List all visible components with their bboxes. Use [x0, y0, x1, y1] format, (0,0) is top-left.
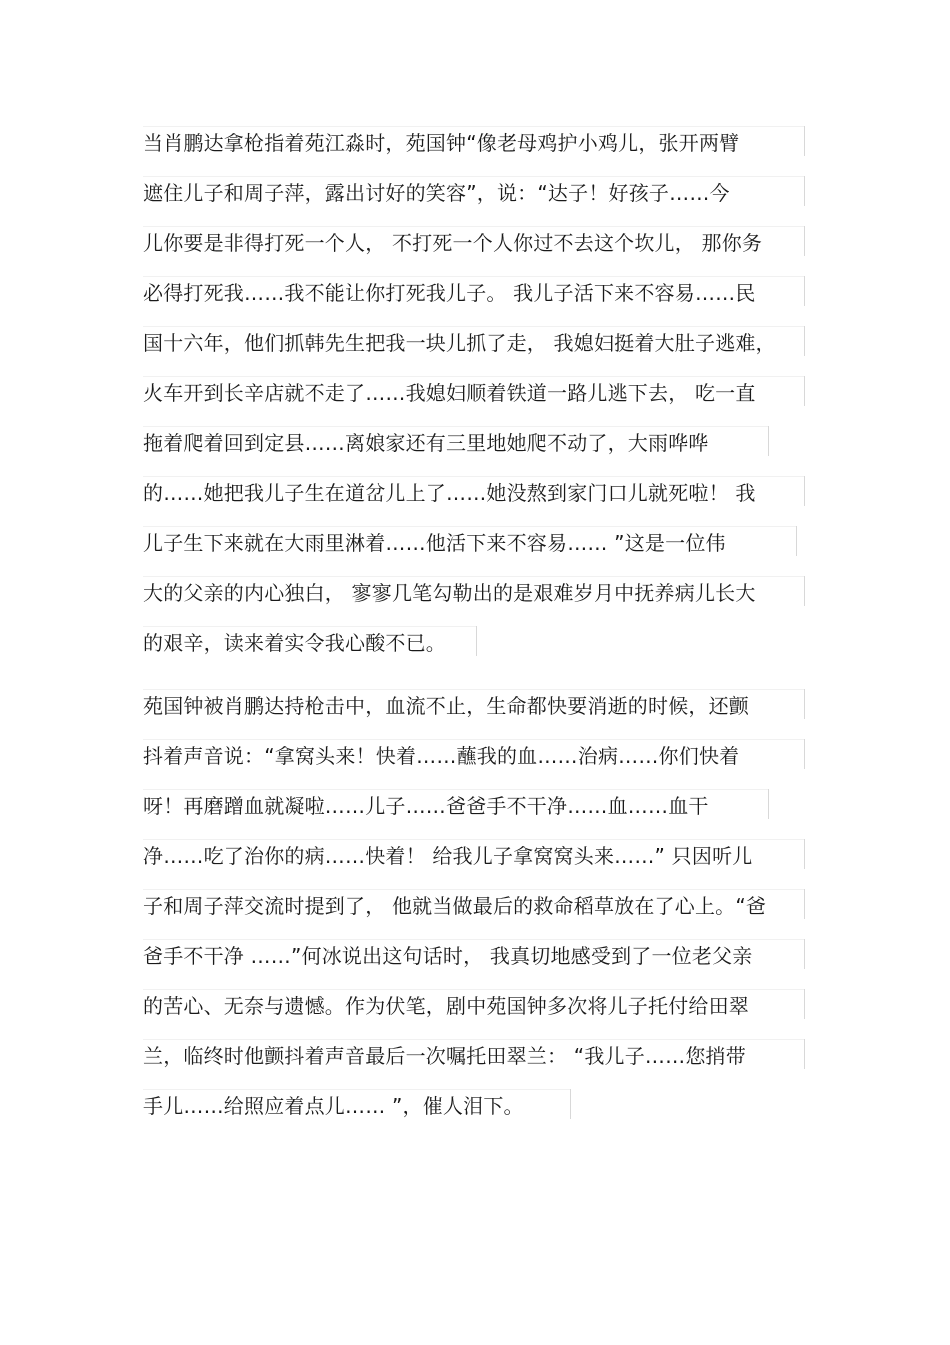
line-text: 儿子生下来就在大雨里淋着……他活下来不容易…… ”这是一位伟 — [143, 531, 726, 555]
line-text: 的……她把我儿子生在道岔儿上了……她没熬到家门口儿就死啦！ 我 — [143, 481, 756, 505]
line-text: 当肖鹏达拿枪指着苑江淼时，苑国钟“像老母鸡护小鸡儿，张开两臂 — [143, 131, 740, 155]
line-text: 必得打死我……我不能让你打死我儿子。 我儿子活下来不容易……民 — [143, 281, 756, 305]
text-line — [143, 991, 813, 1041]
text-line — [143, 128, 813, 178]
paragraph-1 — [143, 128, 813, 678]
text-line — [143, 428, 813, 478]
line-text: 手儿……给照应着点儿…… ”，催人泪下。 — [143, 1094, 524, 1118]
line-text: 兰，临终时他颤抖着声音最后一次嘱托田翠兰： “我儿子……您捎带 — [143, 1044, 746, 1068]
text-line — [143, 791, 813, 841]
text-line — [143, 528, 813, 578]
text-line — [143, 941, 813, 991]
text-line — [143, 478, 813, 528]
text-line — [143, 278, 813, 328]
text-line — [143, 691, 813, 741]
line-text: 的艰辛，读来着实令我心酸不已。 — [143, 631, 446, 655]
text-line — [143, 178, 813, 228]
line-text: 苑国钟被肖鹏达持枪击中，血流不止，生命都快要消逝的时候，还颤 — [143, 694, 749, 718]
text-line — [143, 891, 813, 941]
line-text: 儿你要是非得打死一个人， 不打死一个人你过不去这个坎儿， 那你务 — [143, 231, 763, 255]
text-line — [143, 741, 813, 791]
line-text: 呀！再磨蹭血就凝啦……儿子……爸爸手不干净……血……血干 — [143, 794, 709, 818]
text-line — [143, 578, 813, 628]
text-line — [143, 1041, 813, 1091]
paragraph-2 — [143, 691, 813, 1141]
line-text: 拖着爬着回到定县……离娘家还有三里地她爬不动了，大雨哗哗 — [143, 431, 709, 455]
line-text: 国十六年，他们抓韩先生把我一块儿抓了走， 我媳妇挺着大肚子逃难， — [143, 331, 776, 355]
line-text: 爸手不干净 ……”何冰说出这句话时， 我真切地感受到了一位老父亲 — [143, 944, 753, 968]
text-line — [143, 841, 813, 891]
text-line — [143, 1091, 813, 1141]
text-line — [143, 228, 813, 278]
text-line — [143, 628, 813, 678]
line-text: 子和周子萍交流时提到了， 他就当做最后的救命稻草放在了心上。“爸 — [143, 894, 767, 918]
line-text: 抖着声音说：“拿窝头来！快着……蘸我的血……治病……你们快着 — [143, 744, 740, 768]
text-line — [143, 378, 813, 428]
text-line — [143, 328, 813, 378]
line-text: 火车开到长辛店就不走了……我媳妇顺着铁道一路儿逃下去， 吃一直 — [143, 381, 756, 405]
line-text: 大的父亲的内心独白， 寥寥几笔勾勒出的是艰难岁月中抚养病儿长大 — [143, 581, 756, 605]
line-text: 遮住儿子和周子萍，露出讨好的笑容”，说：“达子！好孩子……今 — [143, 181, 730, 205]
line-text: 净……吃了治你的病……快着！ 给我儿子拿窝窝头来……” 只因听儿 — [143, 844, 753, 868]
line-text: 的苦心、无奈与遗憾。作为伏笔，剧中苑国钟多次将儿子托付给田翠 — [143, 994, 749, 1018]
